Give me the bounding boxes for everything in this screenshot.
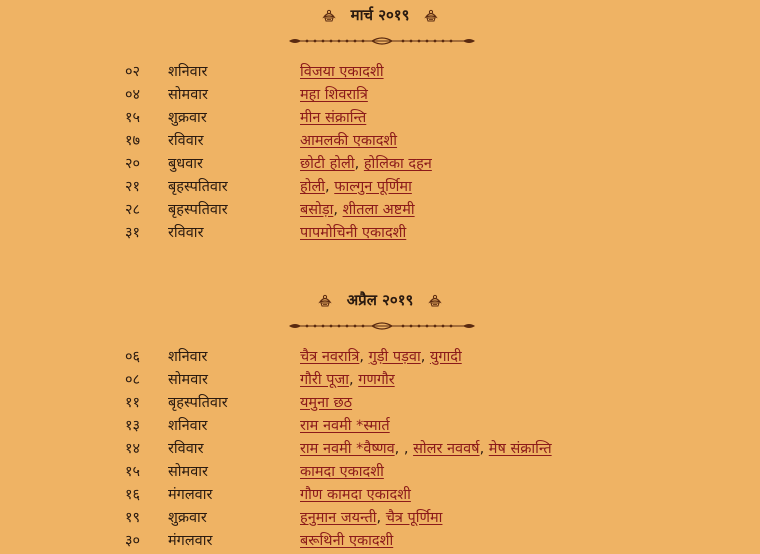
date-number: ३१ — [125, 225, 141, 241]
festival-link[interactable]: सोलर नववर्ष — [413, 441, 480, 457]
festival-link[interactable]: युगादी — [429, 349, 462, 365]
calendar-row — [0, 346, 760, 368]
date-number: १९ — [125, 510, 141, 526]
date-number: ०८ — [125, 372, 141, 388]
event-list — [300, 130, 397, 152]
festival-link[interactable]: होलिका दहन — [363, 156, 432, 172]
kalash-ornament-icon — [427, 292, 443, 308]
date-number: १५ — [125, 110, 141, 126]
event-list — [300, 107, 366, 129]
event-list — [300, 153, 432, 175]
weekday-name: बुधवार — [168, 156, 203, 172]
date-number: ३० — [125, 533, 141, 549]
date-number: १६ — [125, 487, 141, 503]
event-separator: , — [333, 202, 343, 218]
calendar-row — [0, 222, 760, 244]
festival-link[interactable]: चैत्र नवरात्रि — [300, 349, 360, 365]
festival-link[interactable]: गणगौर — [358, 372, 395, 388]
month-header — [0, 289, 760, 312]
kalash-ornament-icon — [321, 7, 337, 23]
weekday-name: शनिवार — [168, 349, 208, 365]
month-title-group — [321, 4, 440, 26]
event-list — [300, 438, 552, 460]
event-separator: , — [354, 156, 364, 172]
event-list — [300, 461, 384, 483]
calendar-row — [0, 415, 760, 437]
calendar-row — [0, 61, 760, 83]
kalash-ornament-icon — [317, 292, 333, 308]
calendar-row — [0, 107, 760, 129]
weekday-name: बृहस्पतिवार — [168, 395, 228, 411]
month-title: मार्च २०१९ — [350, 6, 410, 24]
weekday-name: सोमवार — [168, 464, 208, 480]
weekday-name: सोमवार — [168, 372, 208, 388]
event-list — [300, 392, 352, 414]
weekday-name: बृहस्पतिवार — [168, 179, 228, 195]
event-separator: , — [325, 179, 335, 195]
event-list — [300, 369, 395, 391]
kalash-ornament-icon — [423, 7, 439, 23]
festival-link[interactable]: आमलकी एकादशी — [300, 133, 398, 149]
event-list — [300, 507, 442, 529]
weekday-name: बृहस्पतिवार — [168, 202, 228, 218]
weekday-name: रविवार — [168, 225, 204, 241]
date-number: १७ — [125, 133, 141, 149]
calendar-row — [0, 153, 760, 175]
event-list — [300, 61, 384, 83]
event-list — [300, 530, 393, 552]
calendar-row — [0, 507, 760, 529]
decorative-divider — [287, 321, 477, 331]
weekday-name: रविवार — [168, 441, 204, 457]
weekday-name: सोमवार — [168, 87, 208, 103]
month-title-group — [317, 289, 444, 311]
festival-link[interactable]: राम नवमी *वैष्णव — [300, 441, 395, 457]
festival-link[interactable]: विजया एकादशी — [300, 64, 384, 80]
festival-link[interactable]: राम नवमी *स्मार्त — [300, 418, 390, 434]
event-separator: , — [403, 441, 414, 457]
calendar-row — [0, 199, 760, 221]
festival-link[interactable]: शीतला अष्टमी — [342, 202, 415, 218]
calendar-row — [0, 392, 760, 414]
decorative-divider — [287, 36, 477, 46]
festival-link[interactable]: गौण कामदा एकादशी — [300, 487, 411, 503]
event-list — [300, 222, 406, 244]
festival-link[interactable]: चैत्र पूर्णिमा — [385, 510, 443, 526]
date-number: २० — [125, 156, 141, 172]
event-separator: , — [479, 441, 489, 457]
weekday-name: शुक्रवार — [168, 510, 207, 526]
festival-link[interactable]: बसोड़ा — [300, 202, 334, 218]
date-number: ०२ — [125, 64, 141, 80]
event-separator: , — [420, 349, 430, 365]
festival-link[interactable]: मीन संक्रान्ति — [300, 110, 367, 126]
festival-link[interactable]: पापमोचिनी एकादशी — [300, 225, 407, 241]
calendar-row — [0, 438, 760, 460]
festival-link[interactable]: मेष संक्रान्ति — [488, 441, 552, 457]
weekday-name: रविवार — [168, 133, 204, 149]
date-number: ०४ — [125, 87, 141, 103]
date-number: १५ — [125, 464, 141, 480]
date-number: १४ — [125, 441, 141, 457]
event-separator: , — [348, 372, 359, 388]
festival-link[interactable]: छोटी होली — [300, 156, 355, 172]
calendar-row — [0, 530, 760, 552]
date-number: १३ — [125, 418, 141, 434]
calendar-row — [0, 484, 760, 506]
weekday-name: शुक्रवार — [168, 110, 207, 126]
event-list — [300, 484, 411, 506]
festival-link[interactable]: गौरी पूजा — [300, 372, 349, 388]
date-number: २१ — [125, 179, 141, 195]
festival-link[interactable]: फाल्गुन पूर्णिमा — [334, 179, 412, 195]
month-header — [0, 4, 760, 27]
calendar-row — [0, 369, 760, 391]
event-separator: , — [394, 441, 404, 457]
weekday-name: मंगलवार — [168, 533, 213, 549]
festival-link[interactable]: कामदा एकादशी — [300, 464, 384, 480]
calendar-row — [0, 461, 760, 483]
event-list — [300, 346, 462, 368]
date-number: २८ — [125, 202, 141, 218]
festival-link[interactable]: हनुमान जयन्ती — [300, 510, 377, 526]
date-number: ११ — [125, 395, 141, 411]
festival-link[interactable]: होली — [300, 179, 326, 195]
festival-link[interactable]: बरूथिनी एकादशी — [300, 533, 394, 549]
weekday-name: मंगलवार — [168, 487, 213, 503]
calendar-row — [0, 130, 760, 152]
event-separator: , — [376, 510, 386, 526]
event-list — [300, 199, 415, 221]
date-number: ०६ — [125, 349, 141, 365]
festival-link[interactable]: गुड़ी पड़वा — [368, 349, 421, 365]
calendar-row — [0, 84, 760, 106]
event-list — [300, 415, 390, 437]
event-list — [300, 84, 368, 106]
weekday-name: शनिवार — [168, 418, 208, 434]
festival-link[interactable]: महा शिवरात्रि — [300, 87, 368, 103]
calendar-row — [0, 176, 760, 198]
weekday-name: शनिवार — [168, 64, 208, 80]
event-separator: , — [359, 349, 369, 365]
month-title: अप्रैल २०१९ — [346, 291, 414, 309]
event-list — [300, 176, 412, 198]
festival-link[interactable]: यमुना छठ — [300, 395, 353, 411]
